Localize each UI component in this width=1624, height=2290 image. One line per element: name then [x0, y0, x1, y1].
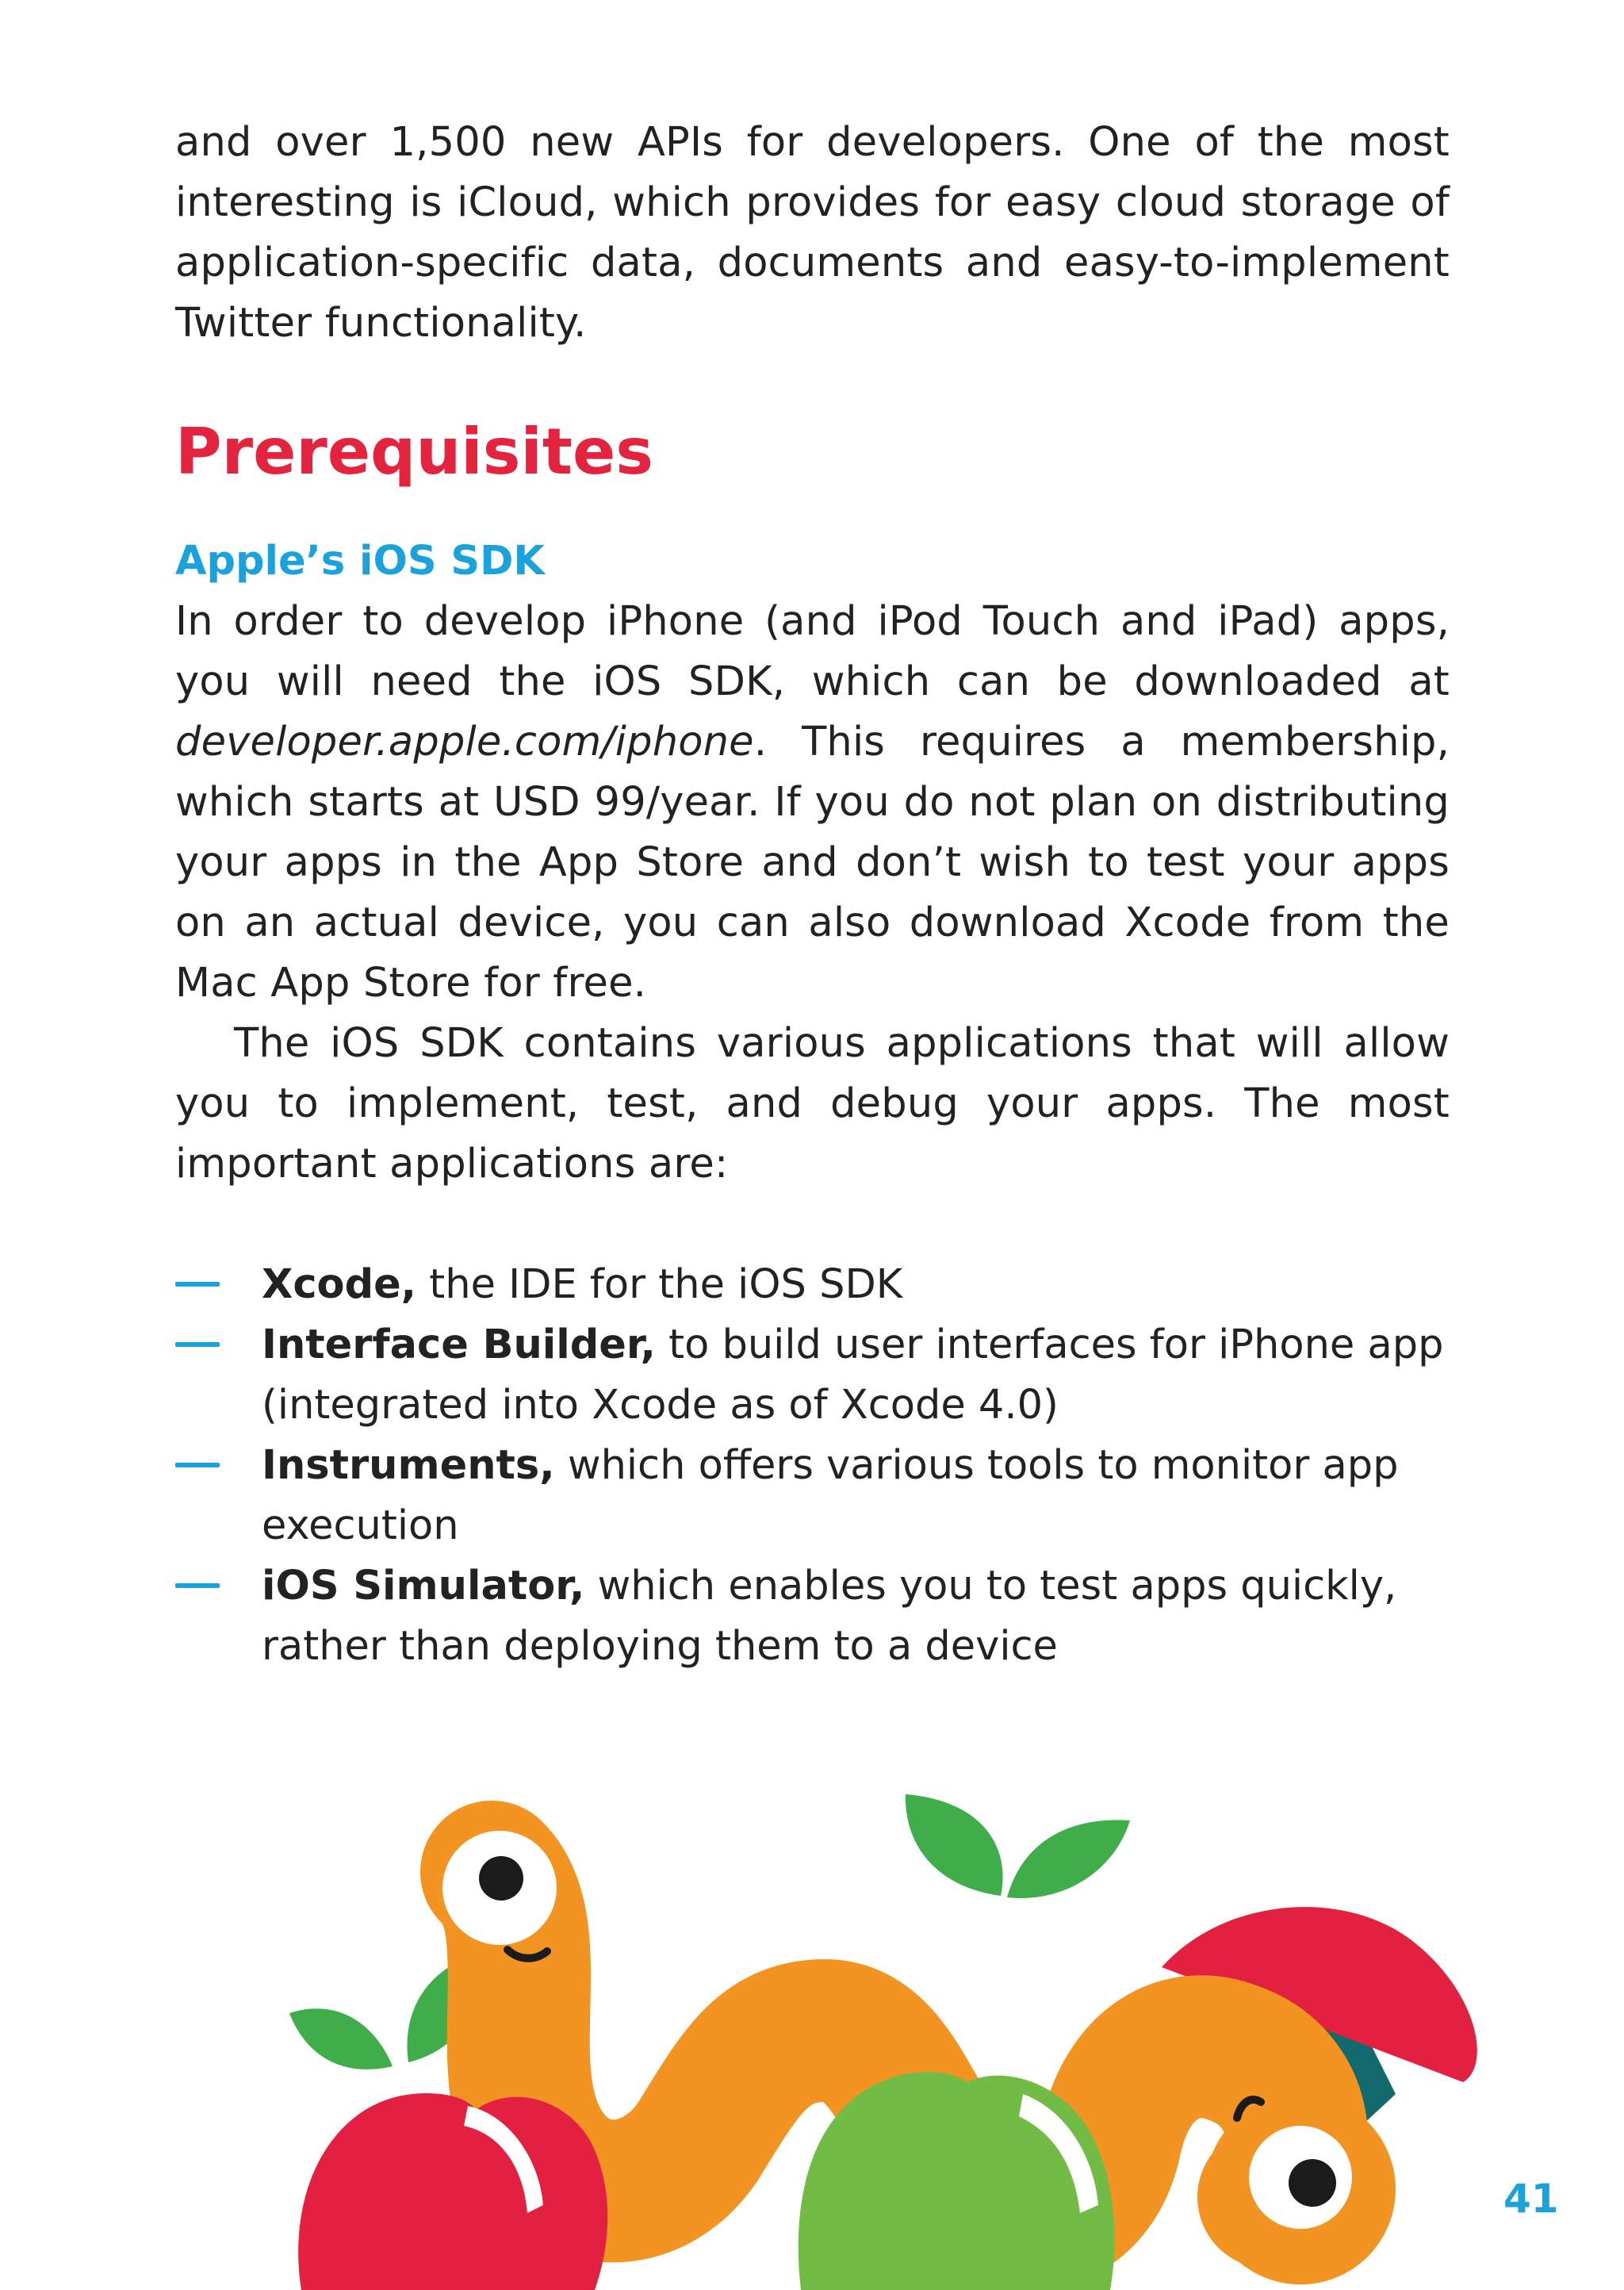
list-item-ios-simulator: [175, 1556, 1467, 1677]
page-number: 41: [1503, 2176, 1559, 2222]
page-content: [175, 113, 1450, 1677]
intro-paragraph: and over 1,500 new APIs for developers. One of the most interesting is iCloud, which provides for easy cloud storage of application-specific data, documents and easy-to-implement Twitter functionality.: [175, 119, 1450, 347]
sdk-text-before-url: In order to develop iPhone (and iPod Touch and iPad) apps, you will need the iOS SDK, which can be downloaded at: [175, 598, 1450, 705]
dash-bullet-icon: [175, 1583, 220, 1588]
section-heading: Prerequisites: [175, 415, 653, 489]
list-item-desc: the IDE for the iOS SDK: [416, 1261, 903, 1308]
sdk-text-after-url: . This requires a membership, which starts at USD 99/year. If you do not plan on distributing your apps in the App Store and don’t wish to test your apps on an actual device, you can also download Xcode from the Mac App Store for free.: [175, 719, 1450, 1007]
subsection-heading: Apple’s iOS SDK: [175, 538, 545, 585]
list-item-desc: to build user interfaces for iPhone app (integrated into Xcode as of Xcode 4.0): [262, 1321, 1444, 1429]
sdk-paragraph: [175, 592, 1450, 1014]
worm-and-apples-illustration: [0, 1745, 1624, 2290]
dash-bullet-icon: [175, 1282, 220, 1287]
leaf-icon: [1007, 1820, 1130, 1898]
leaf-icon: [289, 2008, 393, 2069]
dash-bullet-icon: [175, 1463, 220, 1467]
list-item-interface-builder: [175, 1315, 1467, 1436]
list-item-term: Interface Builder,: [262, 1321, 656, 1368]
applications-list: [175, 1255, 1450, 1677]
list-item-xcode: [175, 1255, 1467, 1315]
dash-bullet-icon: [175, 1342, 220, 1347]
red-apple-icon: [298, 2093, 607, 2290]
developer-url: developer.apple.com/iphone: [175, 719, 754, 765]
list-item-term: Instruments,: [262, 1442, 555, 1489]
list-item-instruments: [175, 1436, 1467, 1556]
list-item-term: Xcode,: [262, 1261, 417, 1308]
list-item-desc: which enables you to test apps quickly, rather than deploying them to a device: [262, 1563, 1397, 1670]
list-item-desc: which offers various tools to monitor app execution: [262, 1442, 1399, 1549]
applications-paragraph: The iOS SDK contains various applications that will allow you to implement, test, and debug your apps. The most important applications are:: [175, 1020, 1450, 1187]
list-item-term: iOS Simulator,: [262, 1563, 585, 1609]
leaf-icon: [906, 1794, 1003, 1896]
